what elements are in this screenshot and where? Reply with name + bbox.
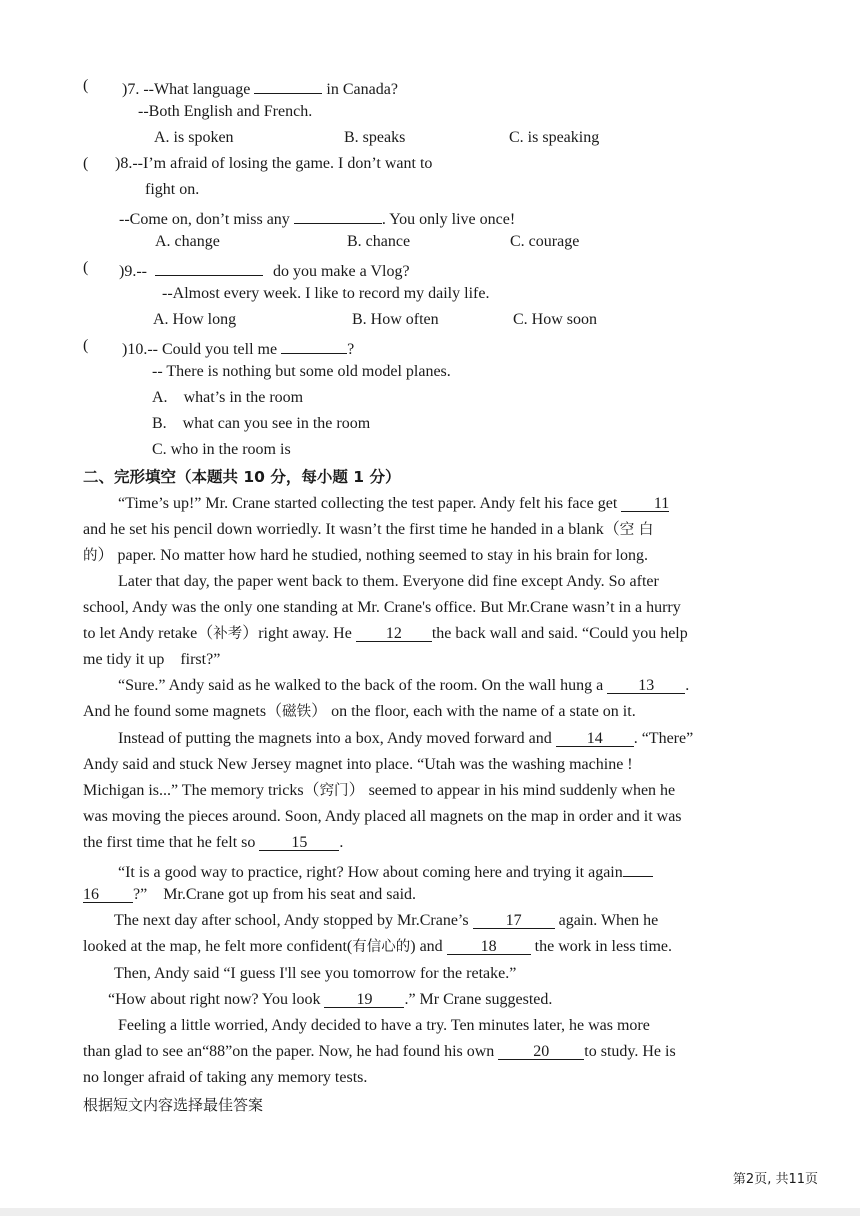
passage-line: “How about right now? You look 19 .” Mr Crane suggested.	[108, 991, 553, 1008]
question-8-response: --Come on, don’t miss any . You only live once!	[119, 206, 515, 230]
answer-paren-open: (	[83, 155, 89, 172]
passage-line: “Sure.” Andy said as he walked to the back of the room. On the wall hung a 13 .	[118, 677, 690, 694]
cloze-blank-20[interactable]: 20	[498, 1042, 584, 1060]
question-7-answer: --Both English and French.	[138, 103, 313, 120]
passage-line: the first time that he felt so 15 .	[83, 834, 344, 851]
passage-line: Later that day, the paper went back to them. Everyone did fine except Andy. So after	[118, 573, 659, 590]
question-9: )9.-- do you make a Vlog?	[119, 258, 410, 282]
cloze-blank-14[interactable]: 14	[556, 729, 634, 747]
option-c: C. is speaking	[509, 129, 600, 146]
cloze-blank-11[interactable]: 11	[621, 494, 669, 512]
question-8-line2: fight on.	[145, 181, 200, 198]
passage-line: me tidy it up first?”	[83, 651, 221, 668]
passage-line: The next day after school, Andy stopped by Mr.Crane’s 17 again. When he	[114, 912, 659, 929]
passage-line: Michigan is...” The memory tricks（窍门） seemed to appear in his mind suddenly when he	[83, 782, 676, 799]
option-c: C. courage	[510, 233, 580, 250]
passage-line: looked at the map, he felt more confident(有信心的) and 18 the work in less time.	[83, 938, 672, 955]
cloze-blank-18[interactable]: 18	[447, 937, 531, 955]
answer-blank[interactable]	[155, 258, 263, 276]
passage-line: “Time’s up!” Mr. Crane started collecting the test paper. Andy felt his face get 11	[118, 495, 670, 512]
page-number: 第2页, 共11页	[732, 1172, 818, 1187]
option-a: A. is spoken	[154, 129, 234, 146]
passage-line: Feeling a little worried, Andy decided to have a try. Ten minutes later, he was more	[118, 1017, 650, 1034]
option-a: A. what’s in the room	[152, 389, 304, 406]
question-7: )7. --What language in Canada?	[122, 76, 398, 100]
question-10: )10.-- Could you tell me ?	[122, 336, 354, 360]
passage-line: Instead of putting the magnets into a box, Andy moved forward and 14 . “There”	[118, 730, 694, 747]
answer-blank[interactable]	[281, 336, 347, 354]
cloze-blank-19[interactable]: 19	[324, 990, 404, 1008]
cloze-blank-13[interactable]: 13	[607, 676, 685, 694]
answer-paren-open: (	[83, 77, 89, 94]
passage-line: to let Andy retake（补考）right away. He 12 the back wall and said. “Could you help	[83, 625, 688, 642]
option-a: A. change	[155, 233, 220, 250]
cloze-blank-17[interactable]: 17	[473, 911, 555, 929]
passage-line: 16 ?” Mr.Crane got up from his seat and said.	[83, 886, 417, 903]
cloze-blank-12[interactable]: 12	[356, 624, 432, 642]
question-9-answer: --Almost every week. I like to record my daily life.	[162, 285, 490, 302]
cloze-blank-16[interactable]: 16	[83, 885, 133, 903]
passage-line: than glad to see an“88”on the paper. Now, he had found his own 20 to study. He is	[83, 1043, 676, 1060]
section-heading: 二、完形填空（本题共 10 分，每小题 1 分）	[83, 468, 401, 486]
cloze-blank-15[interactable]: 15	[259, 833, 339, 851]
option-b: B. How often	[352, 311, 439, 328]
passage-line: Then, Andy said “I guess I'll see you tomorrow for the retake.”	[114, 965, 517, 982]
passage-line: was moving the pieces around. Soon, Andy placed all magnets on the map in order and it was	[83, 808, 682, 825]
instruction-text: 根据短文内容选择最佳答案	[83, 1096, 264, 1114]
option-c: C. who in the room is	[152, 441, 291, 458]
passage-line: And he found some magnets（磁铁） on the floor, each with the name of a state on it.	[83, 703, 636, 720]
answer-paren-open: (	[83, 259, 89, 276]
question-10-answer: -- There is nothing but some old model planes.	[152, 363, 451, 380]
question-8: )8.--I’m afraid of losing the game. I don’t want to	[115, 155, 433, 172]
passage-line: Andy said and stuck New Jersey magnet into place. “Utah was the washing machine !	[83, 756, 633, 773]
answer-blank[interactable]	[294, 206, 382, 224]
passage-line: and he set his pencil down worriedly. It wasn’t the first time he handed in a blank（空 白	[83, 521, 654, 538]
option-a: A. How long	[153, 311, 237, 328]
option-c: C. How soon	[513, 311, 598, 328]
option-b: B. speaks	[344, 129, 406, 146]
answer-paren-open: (	[83, 337, 89, 354]
passage-line: 的） paper. No matter how hard he studied, nothing seemed to stay in his brain for long.	[83, 547, 649, 564]
answer-blank[interactable]	[254, 76, 322, 94]
passage-line: no longer afraid of taking any memory tests.	[83, 1069, 368, 1086]
option-b: B. what can you see in the room	[152, 415, 371, 432]
option-b: B. chance	[347, 233, 411, 250]
scan-edge	[0, 1208, 860, 1216]
passage-line: “It is a good way to practice, right? How about coming here and trying it again	[118, 859, 653, 883]
passage-line: school, Andy was the only one standing at Mr. Crane's office. But Mr.Crane wasn’t in a hurry	[83, 599, 681, 616]
